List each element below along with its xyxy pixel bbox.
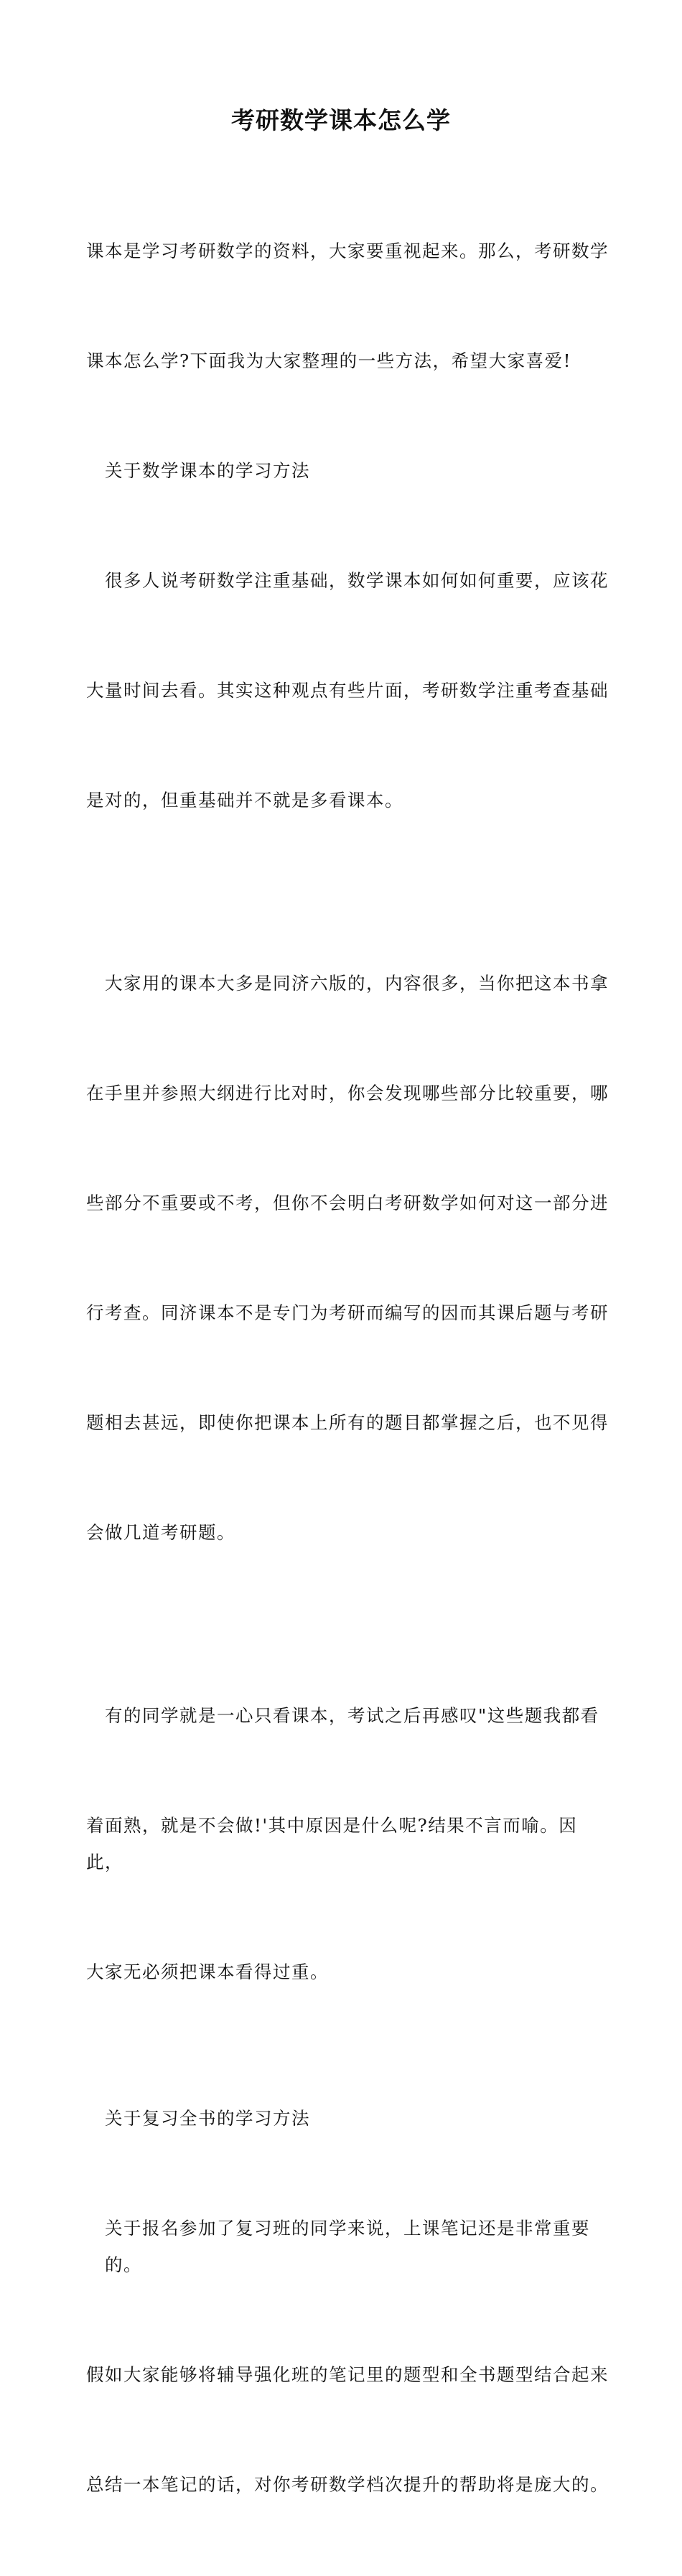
paragraph-4 bbox=[86, 2137, 610, 2576]
text-line: 假如大家能够将辅导强化班的笔记里的题型和全书题型结合起来 bbox=[86, 2364, 609, 2385]
text-line: 行考查。同济课本不是专门为考研而编写的因而其课后题与考研 bbox=[86, 1302, 609, 1323]
text-line: 是对的，但重基础并不就是多看课本。 bbox=[86, 790, 403, 811]
text-line: 些部分不重要或不考，但你不会明白考研数学如何对这一部分进 bbox=[86, 1193, 609, 1213]
text-line: 大量时间去看。其实这种观点有些片面，考研数学注重考查基础 bbox=[86, 680, 609, 701]
text-line: 在手里并参照大纲进行比对时，你会发现哪些部分比较重要，哪 bbox=[86, 1083, 609, 1103]
text-line: 会做几道考研题。 bbox=[86, 1522, 235, 1543]
intro-paragraph bbox=[86, 159, 610, 452]
text-line: 题相去甚远，即使你把课本上所有的题目都掌握之后，也不见得 bbox=[86, 1412, 609, 1433]
document-body bbox=[86, 159, 610, 2576]
section-heading-review-book: 关于复习全书的学习方法 bbox=[105, 2108, 310, 2129]
paragraph-spacer bbox=[86, 2063, 610, 2100]
text-line: 关于报名参加了复习班的同学来说，上课笔记还是非常重要的。 bbox=[105, 2218, 590, 2275]
paragraph-2 bbox=[86, 892, 610, 1624]
text-line: 大家无必须把课本看得过重。 bbox=[86, 1961, 329, 1982]
text-line: 大家用的课本大多是同济六版的，内容很多，当你把这本书拿 bbox=[105, 973, 609, 994]
section-heading-textbook: 关于数学课本的学习方法 bbox=[105, 460, 310, 481]
text-line: 很多人说考研数学注重基础，数学课本如何如何重要，应该花 bbox=[105, 570, 609, 591]
text-line: 总结一本笔记的话，对你考研数学档次提升的帮助将是庞大的。 bbox=[86, 2474, 609, 2495]
text-line: 课本是学习考研数学的资料，大家要重视起来。那么，考研数学 bbox=[86, 241, 609, 261]
paragraph-3 bbox=[86, 1624, 610, 2063]
text-line: 着面熟，就是不会做!'其中原因是什么呢?结果不言而喻。因此， bbox=[86, 1815, 578, 1872]
text-line: 有的同学就是一心只看课本，考试之后再感叹"这些题我都看 bbox=[105, 1705, 599, 1726]
text-line: 课本怎么学?下面我为大家整理的一些方法，希望大家喜爱! bbox=[86, 350, 571, 371]
document-title: 考研数学课本怎么学 bbox=[231, 106, 451, 134]
paragraph-1 bbox=[86, 489, 610, 892]
